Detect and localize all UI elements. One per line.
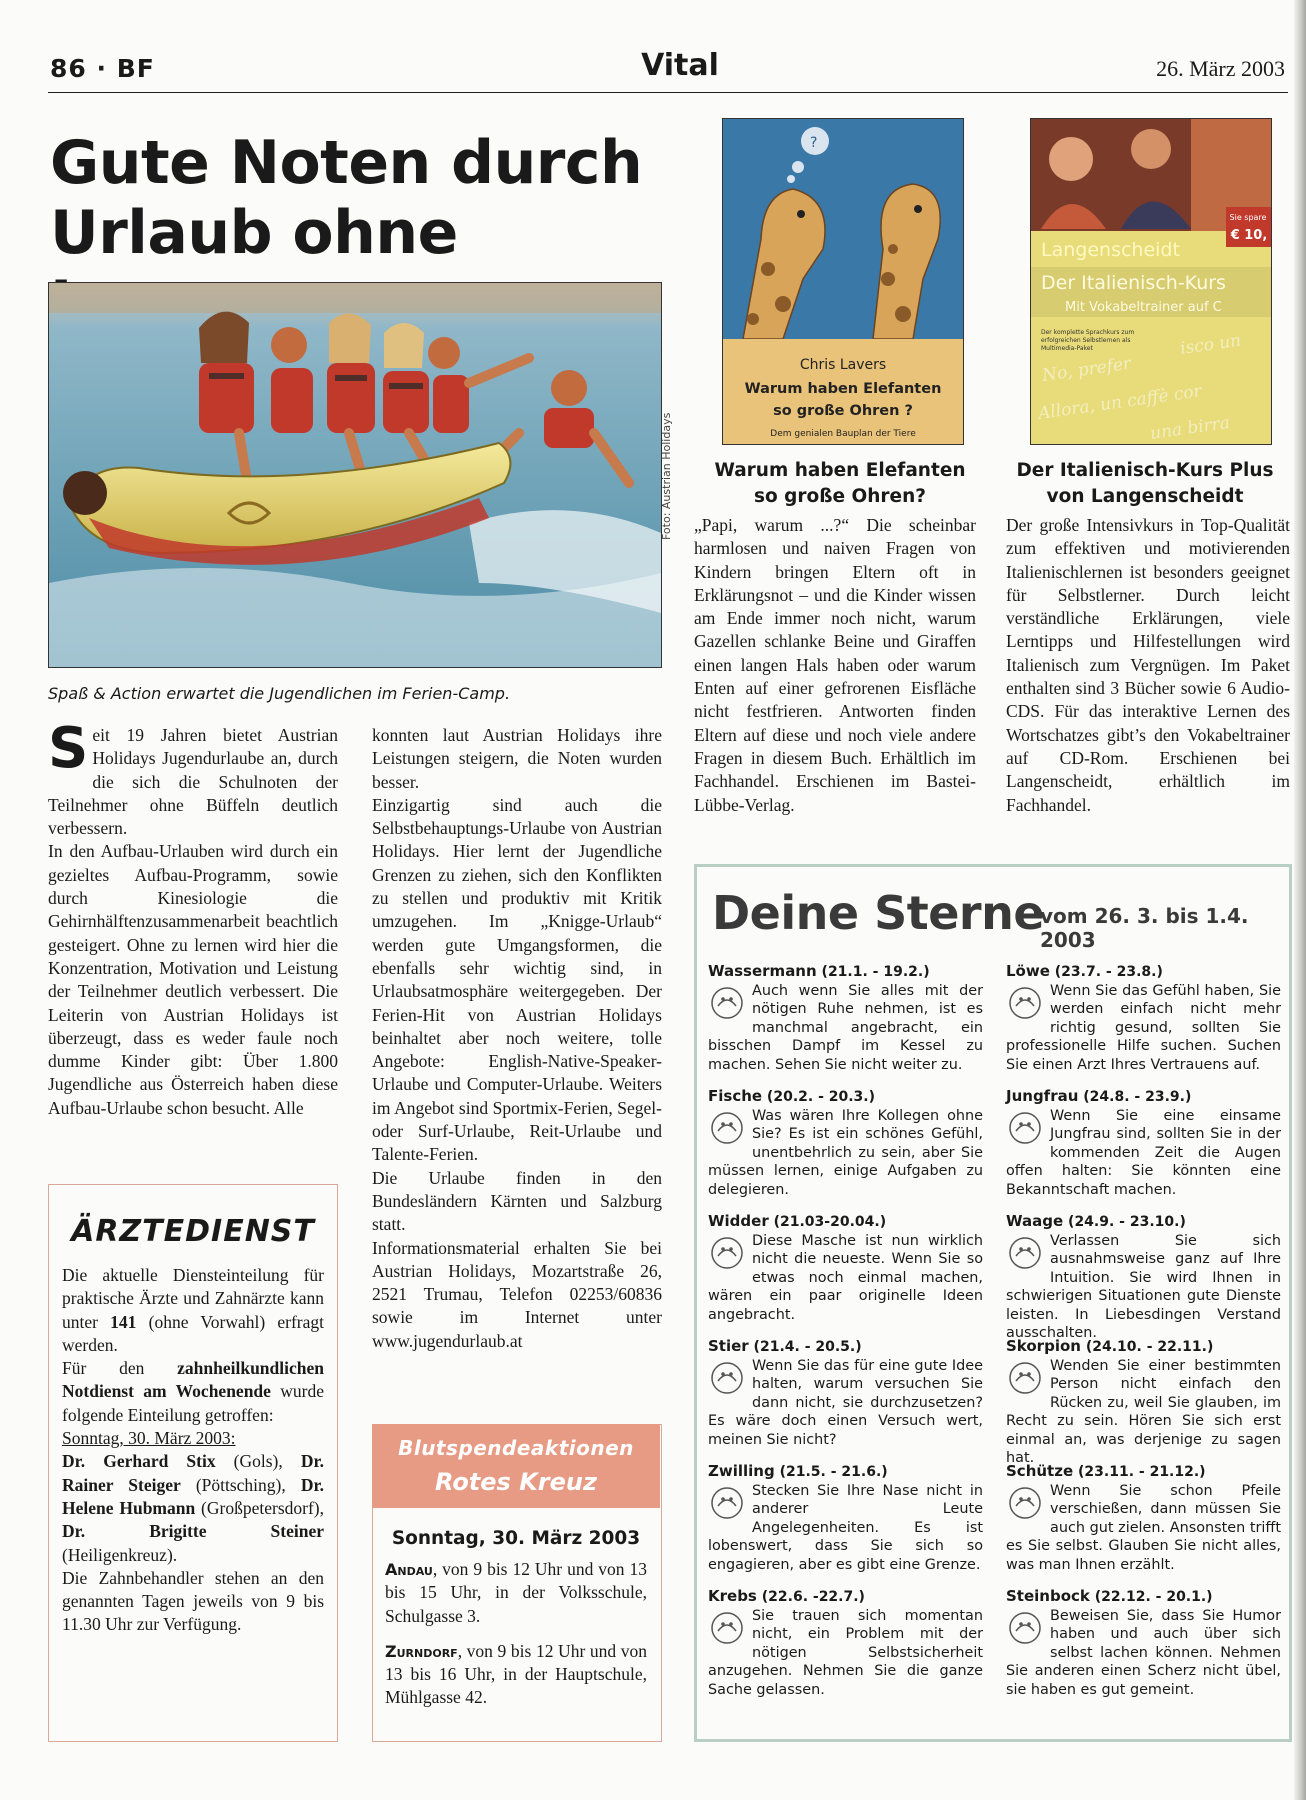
cover-script-3: una birra <box>1148 412 1232 444</box>
horoscope-sign-heading <box>708 1337 983 1357</box>
cover-subtitle: Dem genialen Bauplan der Tiere <box>770 429 916 439</box>
place-name: Zurndorf <box>385 1641 458 1661</box>
taurus-icon <box>708 1359 746 1397</box>
sign-name: Skorpion <box>1006 1337 1081 1355</box>
horoscope-sign-heading <box>708 1462 983 1482</box>
horoscope-text-block <box>1006 1482 1281 1575</box>
svg-text:?: ? <box>810 135 818 151</box>
cover-script-4: isco un <box>1178 330 1243 359</box>
sign-dates: (24.10. - 22.11.) <box>1080 1339 1214 1355</box>
sign-name: Widder <box>708 1212 769 1230</box>
horoscope-range: vom 26. 3. bis 1.4. 2003 <box>1040 904 1249 952</box>
horoscope-sign-heading <box>1006 962 1281 982</box>
horoscope-text-block <box>1006 1357 1281 1468</box>
horoscope-sign-heading <box>1006 1087 1281 1107</box>
horoscope-entry <box>1006 1587 1281 1699</box>
giraffes-illustration <box>723 119 963 444</box>
doctor-place: (Pöttsching), <box>180 1474 301 1495</box>
headline-line1: Gute Noten durch <box>50 128 643 198</box>
sign-dates: (24.8. - 23.9.) <box>1078 1089 1192 1105</box>
cancer-icon <box>708 1609 746 1647</box>
horoscope-text: Diese Masche ist nun wirklich nicht die neueste. Wenn Sie so etwas noch einmal machen, wären ein paar originelle Ideen angebracht. <box>708 1232 983 1323</box>
sign-dates: (21.4. - 20.5.) <box>748 1339 862 1355</box>
doctor-place: (Großpetersdorf), <box>195 1497 324 1518</box>
horoscope-text: Wenn Sie schon Pfeile verschießen, dann müssen Sie auch gut zielen. Ansonsten trifft es Sie selbst. Glauben Sie nicht alles, was man Ihnen erzählt. <box>1006 1482 1281 1573</box>
cover-small: Der komplette Sprachkurs zum erfolgreichen Selbstlernen als Multimedia-Paket <box>1041 329 1135 352</box>
article-column-2 <box>372 724 662 1353</box>
cover-price: € 10, <box>1230 228 1268 243</box>
aerztedienst-text <box>62 1264 324 1637</box>
book1-title: Warum haben Elefanten so große Ohren? <box>714 460 966 507</box>
book-cover-elefanten <box>722 118 964 445</box>
horoscope-entry <box>708 1212 983 1324</box>
aerztedienst-note: Die Zahnbehandler stehen an den genannten Tagen jeweils von 9 bis 11.30 Uhr zur Verfügung. <box>62 1567 324 1635</box>
banana-boat-illustration <box>49 283 661 667</box>
text-span: Die aktuelle Diensteinteilung für praktische Ärzte und Zahnärzte kann unter <box>62 1265 324 1332</box>
book-cover-italienisch <box>1030 118 1272 445</box>
doctor-name: Dr. Brigitte Steiner <box>62 1521 324 1542</box>
horoscope-text-block <box>1006 1607 1281 1700</box>
section-title: Vital <box>641 48 719 83</box>
text-span: (ohne Vorwahl) erfragt werden. <box>62 1311 324 1355</box>
blutspende-subtitle: Rotes Kreuz <box>435 1468 597 1496</box>
libra-icon <box>1006 1234 1044 1272</box>
italian-course-illustration <box>1031 119 1271 444</box>
article-column-1 <box>48 716 338 1120</box>
horoscope-text: Verlassen Sie sich ausnahmsweise ganz auf Ihre Intuition. Sie wird Ihnen in schwierigen Situationen gute Dienste leisten. In Liebesdingen Verstand ausschalten. <box>1006 1232 1281 1341</box>
article-paragraph: eit 19 Jahren bietet Austrian Holidays Jugendurlaube an, durch die sich die Schulnoten der Teilnehmer ohne Büffeln deutlich verbessern. <box>48 725 338 839</box>
book2-title: Der Italienisch-Kurs Plus von Langenscheidt <box>1016 460 1274 507</box>
sign-dates: (21.03-20.04.) <box>768 1214 887 1230</box>
page-number: 86 · BF <box>50 54 155 83</box>
horoscope-text-block <box>708 1482 983 1575</box>
phone-number: 141 <box>110 1311 137 1332</box>
horoscope-sign-heading <box>708 1587 983 1607</box>
horoscope-sign-heading <box>708 962 983 982</box>
sign-name: Schütze <box>1006 1462 1074 1480</box>
horoscope-text: Stecken Sie Ihre Nase nicht in anderer Leute Angelegenheiten. Es ist lobenswert, dass Sie sich so engagieren, aber es gibt eine Grenze. <box>708 1482 983 1573</box>
page-edge-shadow <box>1294 0 1306 1800</box>
event-text: , von 9 bis 12 Uhr und von 13 bis 15 Uhr, in der Volksschule, Schulgasse 3. <box>385 1559 647 1626</box>
duty-date: Sonntag, 30. März 2003: <box>62 1428 236 1449</box>
doctor-place: (Heiligenkreuz). <box>62 1544 178 1565</box>
header-rule <box>48 92 1288 93</box>
book2-text: Der große Intensivkurs in Top-Qualität zum effektiven und motivierenden Italienischlernen ist besonders geeignet für Selbstlerner. Durch leicht verständliche Erklärungen, viele Lerntipps und Hilfestellungen wird Italienisch zum Vergnügen. Im Paket enthalten sind 3 Bücher sowie 6 Audio-CDS. Für das interaktive Lernen des Wortschatzes gibt’s den Vokabeltrainer auf CD-Rom. Erschienen bei Langenscheidt, erhältlich im Fachhandel. <box>1006 515 1290 815</box>
banana-boat-photo <box>48 282 662 668</box>
sign-dates: (22.12. - 20.1.) <box>1089 1589 1213 1605</box>
sign-name: Waage <box>1006 1212 1064 1230</box>
cover-sub: Mit Vokabeltrainer auf C <box>1065 300 1222 315</box>
sign-dates: (23.11. - 21.12.) <box>1073 1464 1206 1480</box>
sign-name: Fische <box>708 1087 763 1105</box>
gemini-icon <box>708 1484 746 1522</box>
horoscope-text: Sie trauen sich momentan nicht, ein Problem mit der nötigen Selbstsicherheit anzugehen. Nehmen Sie die ganze Sache gelassen. <box>708 1607 983 1698</box>
cover-title: Der Italienisch-Kurs <box>1041 272 1226 294</box>
blutspende-title: Blutspendeaktionen <box>398 1436 634 1460</box>
article-paragraph: Informationsmaterial erhalten Sie bei Austrian Holidays, Mozartstraße 26, 2521 Trumau, Telefon 02253/60836 sowie im Internet unter www.jugendurlaub.at <box>372 1237 662 1351</box>
cover-brand: Langenscheidt <box>1041 239 1180 261</box>
horoscope-text-block <box>1006 982 1281 1075</box>
issue-date: 26. März 2003 <box>1156 56 1285 81</box>
virgo-icon <box>1006 1109 1044 1147</box>
horoscope-entry <box>1006 962 1281 1074</box>
capricorn-icon <box>1006 1609 1044 1647</box>
horoscope-text: Wenn Sie eine einsame Jungfrau sind, sollten Sie in der kommenden Zeit die Augen offen halten: Sie könnten eine Bekanntschaft machen. <box>1006 1107 1281 1198</box>
sign-name: Löwe <box>1006 962 1050 980</box>
horoscope-text-block <box>1006 1232 1281 1343</box>
horoscope-text: Wenden Sie einer bestimmten Person nicht einfach den Rücken zu, weil Sie glauben, im Recht zu sein. Hören Sie sich erst einmal an, was derjenige zu sagen hat. <box>1006 1357 1281 1466</box>
drop-cap: S <box>48 716 89 781</box>
horoscope-sign-heading <box>708 1087 983 1107</box>
article-paragraph: Die Urlaube finden in den Bundesländern Kärnten und Salzburg statt. <box>372 1167 662 1235</box>
blutspende-text <box>385 1558 647 1710</box>
horoscope-text-block <box>708 1107 983 1200</box>
horoscope-text: Wenn Sie das für eine gute Idee halten, warum versuchen Sie dann nicht, sie durchzusetzen? Es wäre doch einen Versuch wert, meinen Sie nicht? <box>708 1357 983 1448</box>
pisces-icon <box>708 1109 746 1147</box>
horoscope-entry <box>1006 1337 1281 1468</box>
doctor-name: Dr. Helene Hubmann <box>62 1474 324 1518</box>
leo-icon <box>1006 984 1044 1022</box>
horoscope-entry <box>708 1087 983 1199</box>
horoscope-entry <box>1006 1087 1281 1199</box>
horoscope-entry <box>708 1587 983 1699</box>
blutspende-date: Sonntag, 30. März 2003 <box>391 1528 641 1549</box>
horoscope-sign-heading <box>1006 1212 1281 1232</box>
horoscope-text: Was wären Ihre Kollegen ohne Sie? Es ist ein schönes Gefühl, unentbehrlich zu sein, aber Sie müssen lernen, einige Aufgaben zu delegieren. <box>708 1107 983 1198</box>
horoscope-text-block <box>708 1357 983 1450</box>
horoscope-text-block <box>1006 1107 1281 1200</box>
scorpio-icon <box>1006 1359 1044 1397</box>
aquarius-icon <box>708 984 746 1022</box>
sign-dates: (24.9. - 23.10.) <box>1063 1214 1186 1230</box>
article-paragraph: In den Aufbau-Urlauben wird durch ein gezieltes Aufbau-Programm, sowie durch Kinesiologie die Gehirnhälftenzusammenarbeit beachtlich gesteigert. Ohne zu lernen wird hier die Konzentration, Motivation und Leistung der Teilnehmer deutlich verbessert. Die Leiterin von Austrian Holidays ist überzeugt, dass es weder faule noch dumme Kinder gibt: Über 1.800 Jugendliche aus Österreich haben diese Aufbau-Urlaube schon besucht. Alle <box>48 841 338 1118</box>
sign-name: Krebs <box>708 1587 757 1605</box>
sign-dates: (22.6. -22.7.) <box>756 1589 865 1605</box>
sign-dates: (21.1. - 19.2.) <box>816 964 930 980</box>
cover-save: Sie spare <box>1229 213 1267 222</box>
aries-icon <box>708 1234 746 1272</box>
doctor-place: (Gols), <box>215 1451 301 1472</box>
horoscope-text-block <box>708 1232 983 1325</box>
horoscope-text: Wenn Sie das Gefühl haben, Sie werden einfach nicht mehr richtig gesund, sollten Sie professionelle Hilfe suchen. Suchen Sie einen Arzt Ihres Vertrauens auf. <box>1006 982 1281 1073</box>
cover-script-2: Allora, un caffè cor <box>1036 381 1203 424</box>
event-text: , von 9 bis 12 Uhr und von 13 bis 16 Uhr, in der Hauptschule, Mühlgasse 42. <box>385 1640 647 1708</box>
photo-caption: Spaß & Action erwartet die Jugendlichen im Ferien-Camp. <box>48 684 511 703</box>
text-span: Für den <box>62 1358 178 1379</box>
place-name: Andau <box>385 1560 433 1579</box>
cover-title-line2: so große Ohren ? <box>773 403 913 419</box>
aerztedienst-title: ÄRZTEDIENST <box>71 1214 315 1249</box>
horoscope-text: Beweisen Sie, dass Sie Humor haben und auch über sich selbst lachen können. Nehmen Sie anderen einen Scherz nicht übel, sie haben es gut gemeint. <box>1006 1607 1281 1698</box>
horoscope-entry <box>708 1462 983 1574</box>
horoscope-sign-heading <box>1006 1587 1281 1607</box>
sign-name: Wassermann <box>708 962 817 980</box>
text-span: wurde folgende Einteilung getroffen: <box>62 1381 324 1425</box>
cover-title-line1: Warum haben Elefanten <box>744 381 942 397</box>
horoscope-entry <box>1006 1462 1281 1574</box>
book1-text: „Papi, warum ...?“ Die scheinbar harmlosen und naiven Fragen von Kindern bringen Eltern oft in Erklärungsnot – und die Kinder wissen am Ende immer noch nicht, warum Gazellen schlanke Beine und Giraffen einen langen Hals haben oder warum Enten auf einer gefrorenen Eisfläche nicht festfrieren. Antworten finden Eltern auf diese und noch viele andere Fragen in diesem Buch. Erhältlich im Fachhandel. Erschienen im Bastei-Lübbe-Verlag. <box>694 515 976 815</box>
article-paragraph: Einzigartig sind auch die Selbstbehauptungs-Urlaube von Austrian Holidays. Hier lernt der Jugendliche Grenzen zu ziehen, sich den Konflikten zu stellen und produktiv mit Kritik umzugehen. Im „Knigge-Urlaub“ werden gute Umgangsformen, die ebenfalls sehr wichtig sind, in Urlaubsatmosphäre weitergegeben. Der Ferien-Hit von Austrian Holidays beinhaltet aber noch weitere, tolle Angebote: English-Native-Speaker-Urlaube und Computer-Urlaube. Weiters im Angebot sind Sportmix-Ferien, Segel- oder Surf-Urlaube, Reit-Urlaube und Talente-Ferien. <box>372 794 662 1165</box>
horoscope-text: Auch wenn Sie alles mit der nötigen Ruhe nehmen, ist es manchmal angebracht, ein bisschen Dampf im Kessel zu machen. Sehen Sie nicht weiter zu. <box>708 982 983 1073</box>
horoscope-entry <box>1006 1212 1281 1343</box>
doctor-name: Dr. Gerhard Stix <box>62 1451 216 1472</box>
horoscope-entry <box>708 962 983 1074</box>
horoscope-title: Deine Sterne <box>712 886 1045 940</box>
horoscope-text-block <box>708 982 983 1075</box>
horoscope-sign-heading <box>1006 1337 1281 1357</box>
sign-dates: (20.2. - 20.3.) <box>762 1089 876 1105</box>
horoscope-sign-heading <box>1006 1462 1281 1482</box>
horoscope-entry <box>708 1337 983 1449</box>
horoscope-text-block <box>708 1607 983 1700</box>
cover-script-1: No, prefer <box>1040 353 1133 386</box>
sign-dates: (21.5. - 21.6.) <box>774 1464 888 1480</box>
headline-line2: Urlaub ohne <box>50 198 458 268</box>
sign-name: Stier <box>708 1337 749 1355</box>
photo-credit: Foto: Austrian Holidays <box>660 412 673 540</box>
horoscope-sign-heading <box>708 1212 983 1232</box>
sign-name: Steinbock <box>1006 1587 1090 1605</box>
cover-author: Chris Lavers <box>799 357 887 373</box>
sagittarius-icon <box>1006 1484 1044 1522</box>
sign-name: Zwilling <box>708 1462 775 1480</box>
doctor-name: Dr. Rainer Steiger <box>62 1451 324 1495</box>
sign-dates: (23.7. - 23.8.) <box>1049 964 1163 980</box>
text-bold: zahnheilkundlichen Notdienst am Wochenende <box>62 1358 324 1402</box>
sign-name: Jungfrau <box>1006 1087 1079 1105</box>
article-paragraph: konnten laut Austrian Holidays ihre Leistungen steigern, die Noten wurden besser. <box>372 725 662 792</box>
